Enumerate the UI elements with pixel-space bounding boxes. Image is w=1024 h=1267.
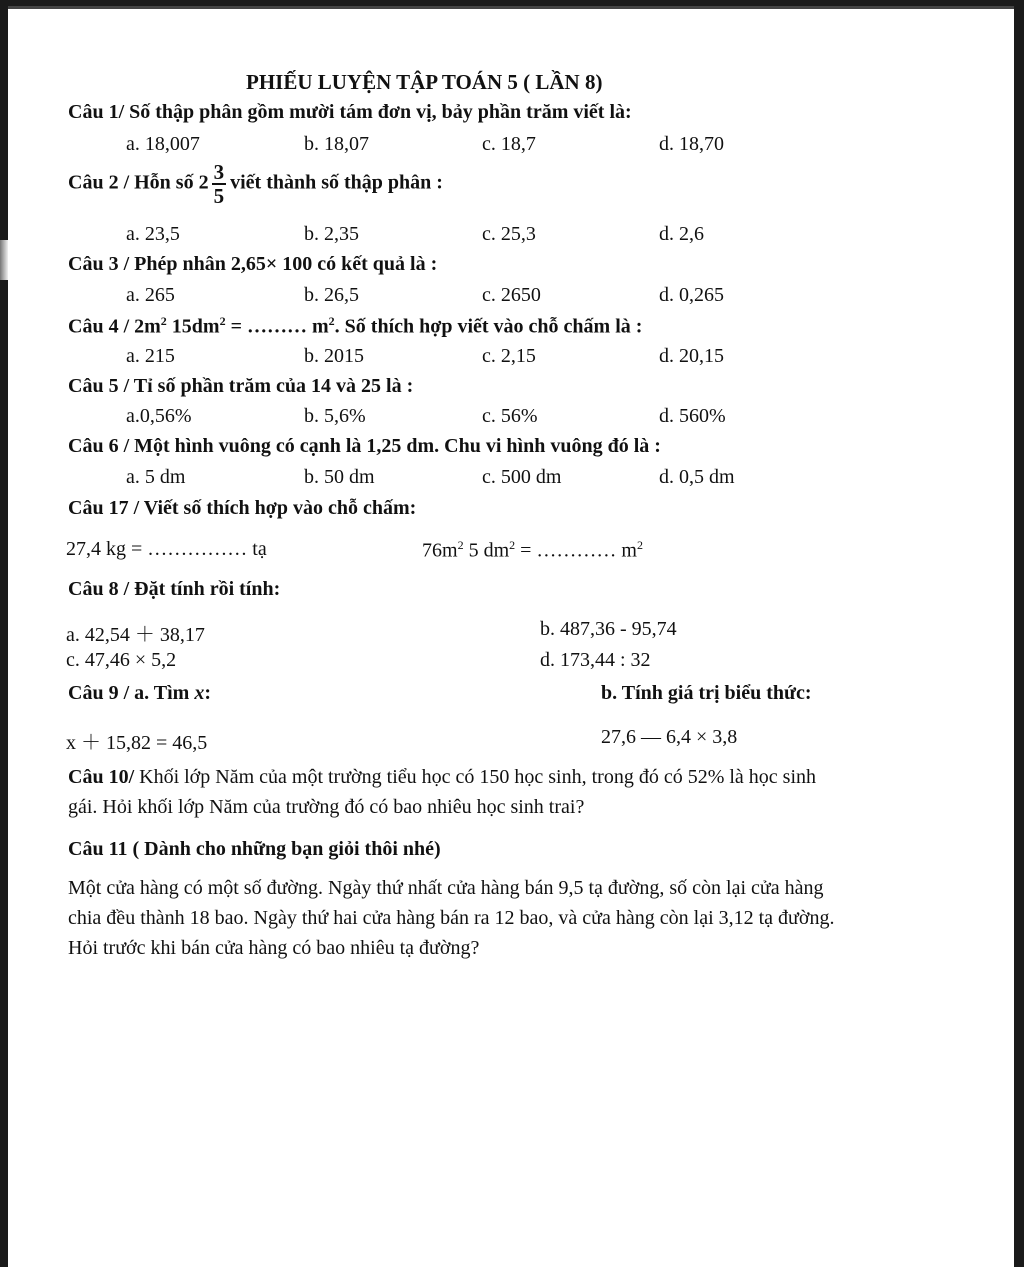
- q1-option-b: b. 18,07: [304, 133, 369, 155]
- q6-option-c: c. 500 dm: [482, 466, 562, 488]
- q4-sup-2: 2: [219, 314, 226, 328]
- q4-text-4: . Số thích hợp viết vào chỗ chấm là :: [334, 315, 643, 338]
- q1-option-c: c. 18,7: [482, 133, 536, 155]
- q4-text-2: 15dm: [166, 315, 220, 338]
- q4-text-1: Câu 4 / 2m: [68, 315, 161, 338]
- q7-right-sup-2: 2: [509, 538, 516, 552]
- q7-right-blank: [422, 538, 643, 563]
- fraction-numerator: 3: [213, 160, 225, 184]
- question-11-body: [68, 873, 834, 963]
- question-7: Câu 17 / Viết số thích hợp vào chỗ chấm:: [68, 497, 417, 519]
- q4-option-c: c. 2,15: [482, 345, 536, 367]
- q4-option-a: a. 215: [126, 345, 175, 367]
- q1-option-a: a. 18,007: [126, 133, 200, 155]
- q11-line-1: Một cửa hàng có một số đường. Ngày thứ nhất cửa hàng bán 9,5 tạ đường, số còn lại cửa hàng: [68, 877, 824, 899]
- fraction-denominator: 5: [213, 184, 225, 208]
- question-3: Câu 3 / Phép nhân 2,65× 100 có kết quả là :: [68, 253, 438, 275]
- q4-text-3: = ……… m: [225, 315, 329, 338]
- q5-option-b: b. 5,6%: [304, 405, 366, 427]
- q10-label: Câu 10/: [68, 766, 135, 788]
- q7-right-sup-1: 2: [457, 538, 464, 552]
- q1-option-d: d. 18,70: [659, 133, 724, 155]
- q5-option-d: d. 560%: [659, 405, 726, 427]
- q7-left-blank: 27,4 kg = …………… tạ: [66, 538, 267, 560]
- worksheet-page: [8, 6, 1014, 1267]
- question-11: Câu 11 ( Dành cho những bạn giỏi thôi nhé): [68, 838, 441, 860]
- q2-suffix: viết thành số thập phân :: [230, 171, 443, 194]
- q3-option-d: d. 0,265: [659, 284, 724, 306]
- q4-sup-1: 2: [160, 314, 167, 328]
- q8-part-c: c. 47,46 × 5,2: [66, 649, 177, 671]
- q2-option-d: d. 2,6: [659, 223, 704, 245]
- q11-line-2: chia đều thành 18 bao. Ngày thứ hai cửa hàng bán ra 12 bao, và cửa hàng còn lại 3,12 tạ đường.: [68, 907, 835, 929]
- question-9-b: b. Tính giá trị biểu thức:: [601, 682, 812, 704]
- page-title: PHIẾU LUYỆN TẬP TOÁN 5 ( LẦN 8): [246, 70, 603, 94]
- q9-expression-b: 27,6 — 6,4 × 3,8: [601, 726, 738, 748]
- q9-variable: x: [194, 682, 205, 704]
- q5-option-a: a.0,56%: [126, 405, 192, 427]
- q2-option-b: b. 2,35: [304, 223, 359, 245]
- question-8: Câu 8 / Đặt tính rồi tính:: [68, 578, 281, 600]
- q4-option-d: d. 20,15: [659, 345, 724, 367]
- q9-label-a: Câu 9 / a. Tìm: [68, 682, 195, 704]
- q6-option-d: d. 0,5 dm: [659, 466, 735, 488]
- q3-option-c: c. 2650: [482, 284, 541, 306]
- q7-right-text-2: 5 dm: [463, 539, 510, 562]
- q9-colon: :: [204, 682, 211, 704]
- q7-right-sup-3: 2: [636, 538, 643, 552]
- question-10: [68, 762, 816, 822]
- q9-expression-a: x ＋ 15,82 = 46,5: [66, 732, 208, 754]
- q6-option-b: b. 50 dm: [304, 466, 375, 488]
- question-1: Câu 1/ Số thập phân gồm mười tám đơn vị, bảy phần trăm viết là:: [68, 101, 632, 123]
- question-9-a: [68, 682, 211, 705]
- mixed-number-fraction: [212, 161, 227, 207]
- q8-part-a: a. 42,54 ＋ 38,17: [66, 624, 205, 646]
- question-5: Câu 5 / Tỉ số phần trăm của 14 và 25 là :: [68, 375, 414, 397]
- q2-option-a: a. 23,5: [126, 223, 180, 245]
- q3-option-a: a. 265: [126, 284, 175, 306]
- q8-part-d: d. 173,44 : 32: [540, 649, 651, 671]
- q10-line-2: gái. Hỏi khối lớp Năm của trường đó có bao nhiêu học sinh trai?: [68, 796, 585, 818]
- question-2: [68, 161, 443, 207]
- q8-part-b: b. 487,36 - 95,74: [540, 618, 677, 640]
- q7-right-text-1: 76m: [422, 539, 458, 562]
- q6-option-a: a. 5 dm: [126, 466, 186, 488]
- q7-right-text-3: = ………… m: [515, 539, 637, 562]
- q11-line-3: Hỏi trước khi bán cửa hàng có bao nhiêu tạ đường?: [68, 937, 480, 959]
- q4-option-b: b. 2015: [304, 345, 364, 367]
- q2-prefix: Câu 2 / Hỗn số 2: [68, 171, 209, 194]
- q3-option-b: b. 26,5: [304, 284, 359, 306]
- q2-option-c: c. 25,3: [482, 223, 536, 245]
- question-4: [68, 314, 642, 339]
- q10-line-1: Khối lớp Năm của một trường tiểu học có 150 học sinh, trong đó có 52% là học sinh: [134, 766, 816, 788]
- q5-option-c: c. 56%: [482, 405, 538, 427]
- question-6: Câu 6 / Một hình vuông có cạnh là 1,25 dm. Chu vi hình vuông đó là :: [68, 435, 661, 457]
- q4-sup-3: 2: [328, 314, 335, 328]
